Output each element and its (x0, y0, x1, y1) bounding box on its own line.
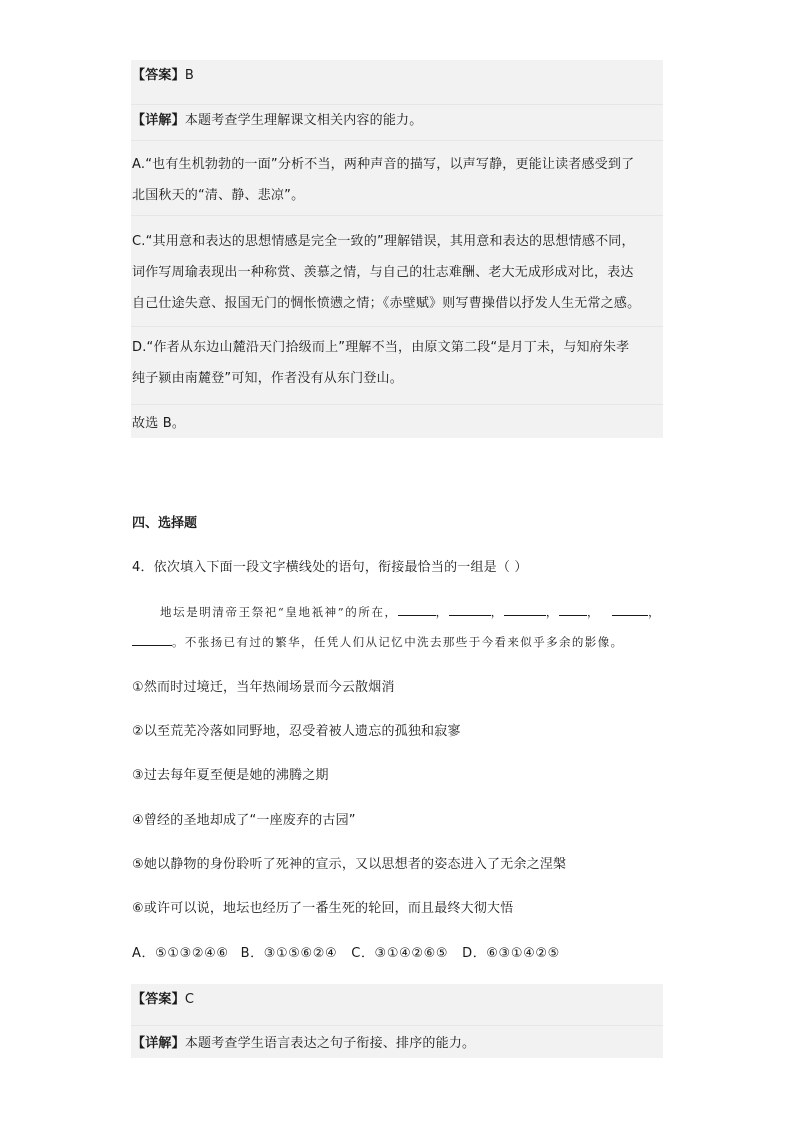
option-a-line: A.“也有生机勃勃的一面”分析不当，两种声音的描写，以声写静，更能让读者感受到了 (132, 157, 635, 172)
analysis-label: 【详解】 (132, 1036, 185, 1051)
section-heading: 四、选择题 (132, 516, 198, 531)
answer-value: B (184, 68, 194, 83)
divider (131, 1025, 663, 1026)
passage-end: 。不张扬已有过的繁华，任凭人们从记忆中洗去那些于今看来似乎多余的影像。 (172, 635, 624, 649)
conclusion-line: 故选 B。 (132, 416, 186, 431)
option-c-line: 自己仕途失意、报国无门的惆怅愤懑之情；《赤壁赋》则写曹操借以抒发人生无常之感。 (132, 296, 641, 311)
answer-line-1 (132, 66, 194, 86)
item-6: ⑥或许可以说，地坛也经历了一番生死的轮回，而且最终大彻大悟 (132, 901, 514, 916)
passage-start: 地坛是明清帝王祭祀“皇地祇神”的所在， (160, 605, 398, 619)
choice-d: D．⑥③①④②⑤ (462, 946, 560, 961)
analysis-text: 本题考查学生语言表达之句子衔接、排序的能力。 (184, 1036, 476, 1051)
blank (132, 633, 172, 646)
answer-line-2 (132, 990, 194, 1010)
blank (449, 603, 491, 616)
answer-label: 【答案】 (132, 68, 185, 83)
item-3: ③过去每年夏至便是她的沸腾之期 (132, 768, 329, 783)
item-4: ④曾经的圣地却成了“一座废弃的古园” (132, 813, 356, 828)
choice-c: C．③①④②⑥⑤ (351, 946, 449, 961)
item-2: ②以至荒芜冷落如同野地，忍受着被人遗忘的孤独和寂寥 (132, 724, 461, 739)
analysis-line-2 (132, 1034, 475, 1054)
analysis-label: 【详解】 (132, 113, 185, 128)
blank (612, 603, 648, 616)
question-stem: 4．依次填入下面一段文字横线处的语句，衔接最恰当的一组是（ ） (132, 560, 528, 575)
divider (131, 140, 663, 141)
divider (131, 215, 663, 216)
blank (504, 603, 546, 616)
blank (559, 603, 587, 616)
answer-value: C (184, 992, 195, 1007)
divider (131, 104, 663, 105)
answer-label: 【答案】 (132, 992, 185, 1007)
choice-b: B．③①⑤⑥②④ (240, 946, 338, 961)
option-c-line: C.“其用意和表达的思想情感是完全一致的”理解错误，其用意和表达的思想情感不同， (132, 234, 635, 249)
choice-a: A．⑤①③②④⑥ (132, 946, 229, 961)
passage-line-1: 地坛是明清帝王祭祀“皇地祇神”的所在， ， ， ， ， ， (160, 605, 662, 619)
analysis-line-1 (132, 111, 422, 131)
option-c-line: 词作写周瑜表现出一种称赏、羡慕之情，与自己的壮志难酬、老大无成形成对比，表达 (132, 265, 634, 280)
blank (398, 603, 436, 616)
divider (131, 404, 663, 405)
passage-line-2 (132, 632, 624, 652)
item-1: ①然而时过境迁，当年热闹场景而今云散烟消 (132, 680, 395, 695)
option-d-line: D.“作者从东边山麓沿天门拾级而上”理解不当，由原文第二段“是月丁未，与知府朱孝 (132, 340, 630, 355)
option-a-line: 北国秋天的“清、静、悲凉”。 (132, 188, 305, 203)
choice-row (132, 944, 560, 964)
divider (131, 326, 663, 327)
item-5: ⑤她以静物的身份聆听了死神的宣示，又以思想者的姿态进入了无余之涅槃 (132, 857, 567, 872)
analysis-text: 本题考查学生理解课文相关内容的能力。 (184, 113, 423, 128)
option-d-line: 纯子颍由南麓登”可知，作者没有从东门登山。 (132, 371, 403, 386)
